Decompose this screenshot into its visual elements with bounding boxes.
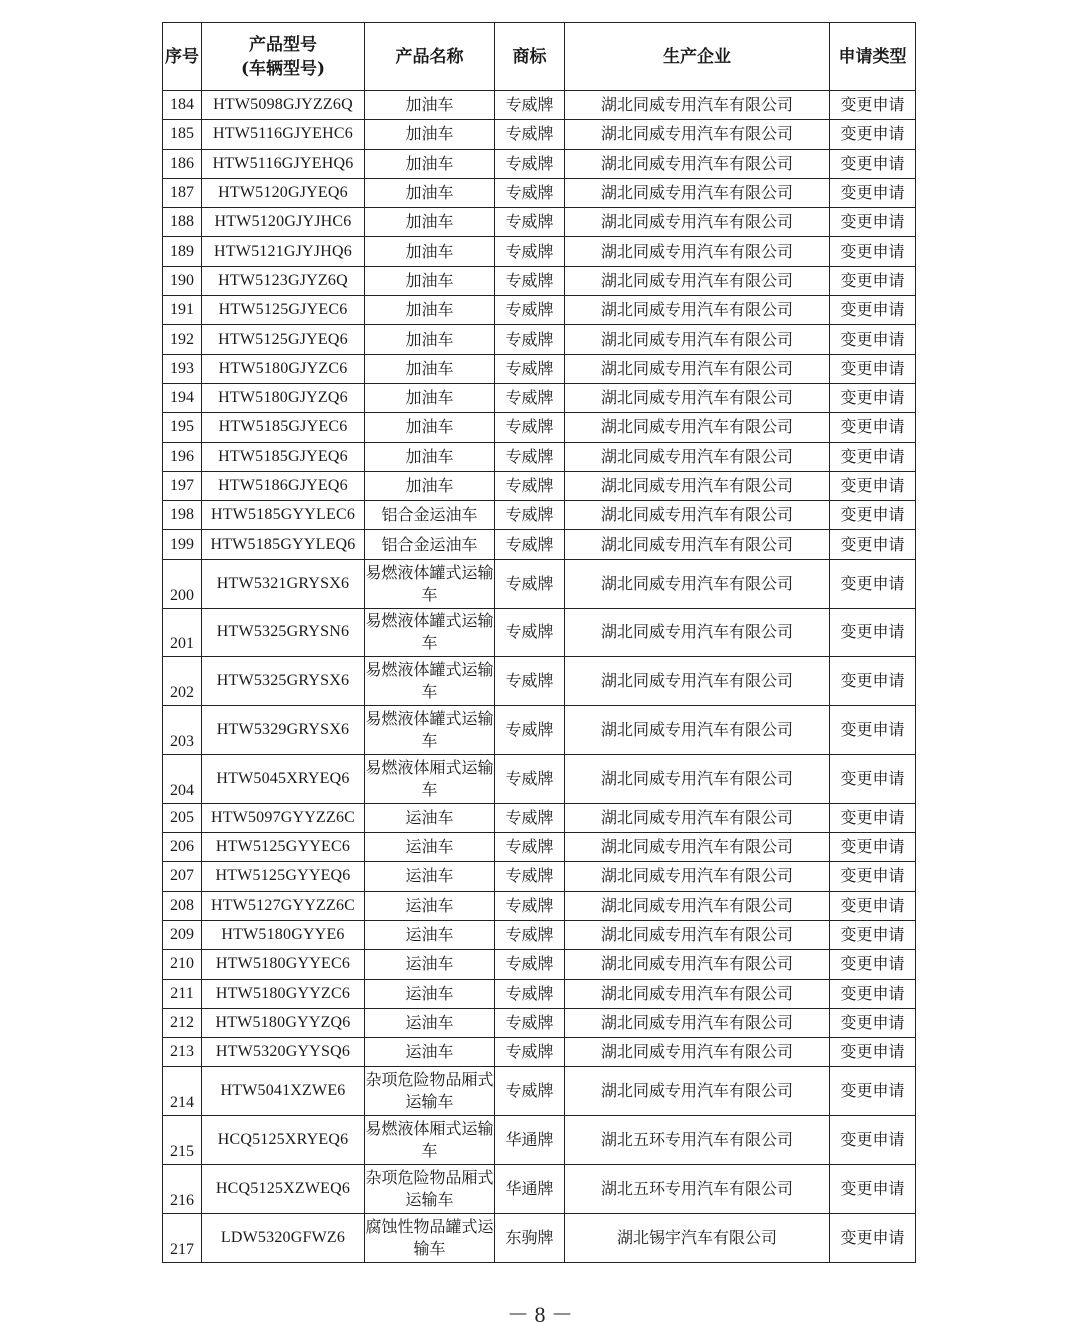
- header-model: [202, 23, 365, 91]
- row-product-name: 加油车: [365, 354, 495, 383]
- row-maker: 湖北同威专用汽车有限公司: [565, 149, 830, 178]
- row-brand: 华通牌: [495, 1116, 565, 1165]
- row-product-name: 加油车: [365, 383, 495, 412]
- row-index: 199: [163, 530, 202, 559]
- row-product-name: 运油车: [365, 920, 495, 949]
- row-maker: 湖北同威专用汽车有限公司: [565, 325, 830, 354]
- row-type: 变更申请: [830, 178, 916, 207]
- row-index: 187: [163, 178, 202, 207]
- row-maker: 湖北同威专用汽车有限公司: [565, 803, 830, 832]
- table-row: [163, 891, 916, 920]
- row-brand: 专威牌: [495, 120, 565, 149]
- row-maker: 湖北同威专用汽车有限公司: [565, 530, 830, 559]
- row-index: 202: [163, 657, 202, 706]
- row-maker: 湖北同威专用汽车有限公司: [565, 178, 830, 207]
- row-model: HTW5041XZWE6: [202, 1067, 365, 1116]
- table-row: [163, 325, 916, 354]
- row-type: 变更申请: [830, 1008, 916, 1037]
- row-product-name: 易燃液体厢式运输车: [365, 1116, 495, 1165]
- header-brand: 商标: [495, 23, 565, 91]
- row-model: HTW5097GYYZZ6C: [202, 803, 365, 832]
- row-index: 203: [163, 706, 202, 755]
- row-product-name: 运油车: [365, 862, 495, 891]
- row-type: 变更申请: [830, 120, 916, 149]
- row-product-name: 运油车: [365, 950, 495, 979]
- row-index: 206: [163, 833, 202, 862]
- row-brand: 专威牌: [495, 1038, 565, 1067]
- row-maker: 湖北同威专用汽车有限公司: [565, 501, 830, 530]
- row-maker: 湖北同威专用汽车有限公司: [565, 862, 830, 891]
- row-model: HTW5329GRYSX6: [202, 706, 365, 755]
- row-type: 变更申请: [830, 237, 916, 266]
- row-brand: 专威牌: [495, 1067, 565, 1116]
- row-model: HTW5325GRYSN6: [202, 608, 365, 657]
- row-product-name: 加油车: [365, 471, 495, 500]
- row-product-name: 加油车: [365, 208, 495, 237]
- row-index: 205: [163, 803, 202, 832]
- row-type: 变更申请: [830, 325, 916, 354]
- row-maker: 湖北同威专用汽车有限公司: [565, 383, 830, 412]
- table-row: [163, 354, 916, 383]
- row-type: 变更申请: [830, 471, 916, 500]
- row-type: 变更申请: [830, 208, 916, 237]
- table-row: [163, 833, 916, 862]
- header-row: [163, 23, 916, 91]
- row-brand: 专威牌: [495, 413, 565, 442]
- row-product-name: 铝合金运油车: [365, 501, 495, 530]
- table-row: [163, 754, 916, 803]
- row-maker: 湖北同威专用汽车有限公司: [565, 754, 830, 803]
- table-row: [163, 442, 916, 471]
- row-index: 208: [163, 891, 202, 920]
- row-model: HTW5180GYYE6: [202, 920, 365, 949]
- row-model: HTW5186GJYEQ6: [202, 471, 365, 500]
- row-model: HTW5320GYYSQ6: [202, 1038, 365, 1067]
- row-model: HTW5125GJYEC6: [202, 296, 365, 325]
- row-product-name: 运油车: [365, 1038, 495, 1067]
- row-index: 212: [163, 1008, 202, 1037]
- row-brand: 专威牌: [495, 208, 565, 237]
- row-type: 变更申请: [830, 530, 916, 559]
- row-type: 变更申请: [830, 950, 916, 979]
- row-maker: 湖北五环专用汽车有限公司: [565, 1116, 830, 1165]
- row-model: HTW5125GYYEQ6: [202, 862, 365, 891]
- row-brand: 专威牌: [495, 657, 565, 706]
- row-product-name: 加油车: [365, 296, 495, 325]
- row-type: 变更申请: [830, 706, 916, 755]
- row-type: 变更申请: [830, 501, 916, 530]
- table-row: [163, 237, 916, 266]
- row-index: 192: [163, 325, 202, 354]
- table-row: [163, 862, 916, 891]
- row-product-name: 易燃液体罐式运输车: [365, 559, 495, 608]
- row-brand: 专威牌: [495, 706, 565, 755]
- row-model: HTW5325GRYSX6: [202, 657, 365, 706]
- row-index: 214: [163, 1067, 202, 1116]
- row-product-name: 加油车: [365, 149, 495, 178]
- row-maker: 湖北同威专用汽车有限公司: [565, 1067, 830, 1116]
- row-model: HTW5121GJYJHQ6: [202, 237, 365, 266]
- row-model: HTW5125GYYEC6: [202, 833, 365, 862]
- row-index: 188: [163, 208, 202, 237]
- row-type: 变更申请: [830, 1213, 916, 1262]
- row-maker: 湖北同威专用汽车有限公司: [565, 296, 830, 325]
- row-maker: 湖北同威专用汽车有限公司: [565, 120, 830, 149]
- row-model: HTW5321GRYSX6: [202, 559, 365, 608]
- table-body: [163, 91, 916, 1263]
- row-product-name: 加油车: [365, 91, 495, 120]
- row-maker: 湖北同威专用汽车有限公司: [565, 833, 830, 862]
- row-model: HTW5120GJYJHC6: [202, 208, 365, 237]
- table-row: [163, 471, 916, 500]
- row-type: 变更申请: [830, 383, 916, 412]
- row-index: 191: [163, 296, 202, 325]
- row-model: HTW5120GJYEQ6: [202, 178, 365, 207]
- row-model: HTW5180GJYZQ6: [202, 383, 365, 412]
- row-maker: 湖北五环专用汽车有限公司: [565, 1165, 830, 1214]
- row-maker: 湖北锡宇汽车有限公司: [565, 1213, 830, 1262]
- row-product-name: 加油车: [365, 442, 495, 471]
- row-brand: 专威牌: [495, 237, 565, 266]
- row-brand: 专威牌: [495, 149, 565, 178]
- row-product-name: 易燃液体罐式运输车: [365, 608, 495, 657]
- row-brand: 专威牌: [495, 950, 565, 979]
- row-index: 186: [163, 149, 202, 178]
- row-type: 变更申请: [830, 296, 916, 325]
- row-model: HTW5123GJYZ6Q: [202, 266, 365, 295]
- row-product-name: 腐蚀性物品罐式运输车: [365, 1213, 495, 1262]
- row-maker: 湖北同威专用汽车有限公司: [565, 442, 830, 471]
- row-model: HCQ5125XZWEQ6: [202, 1165, 365, 1214]
- row-model: HTW5127GYYZZ6C: [202, 891, 365, 920]
- row-index: 194: [163, 383, 202, 412]
- product-table: [162, 22, 916, 1263]
- row-index: 198: [163, 501, 202, 530]
- row-type: 变更申请: [830, 413, 916, 442]
- row-model: HCQ5125XRYEQ6: [202, 1116, 365, 1165]
- row-index: 189: [163, 237, 202, 266]
- row-brand: 专威牌: [495, 979, 565, 1008]
- row-type: 变更申请: [830, 608, 916, 657]
- header-index: 序号: [163, 23, 202, 91]
- row-type: 变更申请: [830, 1116, 916, 1165]
- row-maker: 湖北同威专用汽车有限公司: [565, 920, 830, 949]
- table-row: [163, 1116, 916, 1165]
- row-maker: 湖北同威专用汽车有限公司: [565, 354, 830, 383]
- page-number: － 8 －: [506, 1302, 573, 1327]
- table-row: [163, 208, 916, 237]
- table-row: [163, 149, 916, 178]
- row-brand: 专威牌: [495, 803, 565, 832]
- row-brand: 华通牌: [495, 1165, 565, 1214]
- row-type: 变更申请: [830, 1165, 916, 1214]
- row-index: 213: [163, 1038, 202, 1067]
- row-brand: 专威牌: [495, 833, 565, 862]
- row-model: HTW5180GYYZQ6: [202, 1008, 365, 1037]
- table-row: [163, 950, 916, 979]
- row-type: 变更申请: [830, 266, 916, 295]
- row-maker: 湖北同威专用汽车有限公司: [565, 657, 830, 706]
- row-model: HTW5180GJYZC6: [202, 354, 365, 383]
- row-type: 变更申请: [830, 803, 916, 832]
- table-row: [163, 657, 916, 706]
- row-model: HTW5185GYYLEQ6: [202, 530, 365, 559]
- row-maker: 湖北同威专用汽车有限公司: [565, 413, 830, 442]
- table-row: [163, 1165, 916, 1214]
- row-maker: 湖北同威专用汽车有限公司: [565, 208, 830, 237]
- row-maker: 湖北同威专用汽车有限公司: [565, 266, 830, 295]
- row-maker: 湖北同威专用汽车有限公司: [565, 471, 830, 500]
- table-row: [163, 608, 916, 657]
- table-row: [163, 530, 916, 559]
- row-brand: 专威牌: [495, 471, 565, 500]
- row-model: HTW5116GJYEHQ6: [202, 149, 365, 178]
- row-model: HTW5116GJYEHC6: [202, 120, 365, 149]
- row-brand: 专威牌: [495, 862, 565, 891]
- row-model: HTW5185GJYEQ6: [202, 442, 365, 471]
- row-brand: 专威牌: [495, 920, 565, 949]
- row-brand: 专威牌: [495, 754, 565, 803]
- table-row: [163, 1008, 916, 1037]
- row-brand: 专威牌: [495, 559, 565, 608]
- row-index: 185: [163, 120, 202, 149]
- row-maker: 湖北同威专用汽车有限公司: [565, 608, 830, 657]
- row-product-name: 加油车: [365, 120, 495, 149]
- row-brand: 专威牌: [495, 530, 565, 559]
- row-index: 210: [163, 950, 202, 979]
- row-index: 193: [163, 354, 202, 383]
- row-type: 变更申请: [830, 1067, 916, 1116]
- row-maker: 湖北同威专用汽车有限公司: [565, 237, 830, 266]
- row-brand: 专威牌: [495, 608, 565, 657]
- row-brand: 专威牌: [495, 442, 565, 471]
- row-type: 变更申请: [830, 833, 916, 862]
- table-row: [163, 91, 916, 120]
- row-index: 196: [163, 442, 202, 471]
- row-index: 195: [163, 413, 202, 442]
- row-type: 变更申请: [830, 442, 916, 471]
- row-index: 217: [163, 1213, 202, 1262]
- row-product-name: 运油车: [365, 891, 495, 920]
- header-type: 申请类型: [830, 23, 916, 91]
- row-model: LDW5320GFWZ6: [202, 1213, 365, 1262]
- row-product-name: 杂项危险物品厢式运输车: [365, 1165, 495, 1214]
- row-product-name: 运油车: [365, 833, 495, 862]
- row-product-name: 运油车: [365, 1008, 495, 1037]
- table-row: [163, 920, 916, 949]
- row-index: 197: [163, 471, 202, 500]
- row-index: 211: [163, 979, 202, 1008]
- row-product-name: 运油车: [365, 803, 495, 832]
- row-maker: 湖北同威专用汽车有限公司: [565, 891, 830, 920]
- row-product-name: 加油车: [365, 413, 495, 442]
- row-index: 215: [163, 1116, 202, 1165]
- row-product-name: 易燃液体罐式运输车: [365, 706, 495, 755]
- row-brand: 专威牌: [495, 891, 565, 920]
- row-index: 184: [163, 91, 202, 120]
- row-type: 变更申请: [830, 657, 916, 706]
- table-row: [163, 1213, 916, 1262]
- row-index: 216: [163, 1165, 202, 1214]
- table-row: [163, 413, 916, 442]
- row-model: HTW5125GJYEQ6: [202, 325, 365, 354]
- row-brand: 专威牌: [495, 325, 565, 354]
- row-model: HTW5180GYYEC6: [202, 950, 365, 979]
- row-type: 变更申请: [830, 754, 916, 803]
- row-type: 变更申请: [830, 862, 916, 891]
- table-row: [163, 1067, 916, 1116]
- row-product-name: 铝合金运油车: [365, 530, 495, 559]
- row-type: 变更申请: [830, 149, 916, 178]
- row-maker: 湖北同威专用汽车有限公司: [565, 1008, 830, 1037]
- row-maker: 湖北同威专用汽车有限公司: [565, 1038, 830, 1067]
- row-type: 变更申请: [830, 354, 916, 383]
- row-product-name: 加油车: [365, 178, 495, 207]
- table-row: [163, 803, 916, 832]
- row-model: HTW5185GYYLEC6: [202, 501, 365, 530]
- row-brand: 专威牌: [495, 354, 565, 383]
- row-index: 207: [163, 862, 202, 891]
- row-brand: 专威牌: [495, 296, 565, 325]
- row-maker: 湖北同威专用汽车有限公司: [565, 706, 830, 755]
- row-model: HTW5045XRYEQ6: [202, 754, 365, 803]
- row-brand: 专威牌: [495, 1008, 565, 1037]
- row-product-name: 加油车: [365, 237, 495, 266]
- header-name: 产品名称: [365, 23, 495, 91]
- row-index: 201: [163, 608, 202, 657]
- table-row: [163, 383, 916, 412]
- row-brand: 专威牌: [495, 266, 565, 295]
- row-index: 204: [163, 754, 202, 803]
- row-index: 209: [163, 920, 202, 949]
- row-type: 变更申请: [830, 920, 916, 949]
- row-brand: 东驹牌: [495, 1213, 565, 1262]
- row-index: 200: [163, 559, 202, 608]
- row-maker: 湖北同威专用汽车有限公司: [565, 91, 830, 120]
- header-model-label: 产品型号 (车辆型号): [240, 34, 326, 79]
- row-maker: 湖北同威专用汽车有限公司: [565, 979, 830, 1008]
- row-product-name: 加油车: [365, 266, 495, 295]
- row-type: 变更申请: [830, 559, 916, 608]
- row-maker: 湖北同威专用汽车有限公司: [565, 950, 830, 979]
- header-maker: 生产企业: [565, 23, 830, 91]
- row-type: 变更申请: [830, 979, 916, 1008]
- table-row: [163, 501, 916, 530]
- row-model: HTW5185GJYEC6: [202, 413, 365, 442]
- row-index: 190: [163, 266, 202, 295]
- row-brand: 专威牌: [495, 383, 565, 412]
- row-maker: 湖北同威专用汽车有限公司: [565, 559, 830, 608]
- table-row: [163, 120, 916, 149]
- table-row: [163, 979, 916, 1008]
- row-product-name: 杂项危险物品厢式运输车: [365, 1067, 495, 1116]
- row-type: 变更申请: [830, 891, 916, 920]
- table-row: [163, 266, 916, 295]
- row-product-name: 易燃液体罐式运输车: [365, 657, 495, 706]
- table-row: [163, 706, 916, 755]
- row-model: HTW5180GYYZC6: [202, 979, 365, 1008]
- row-brand: 专威牌: [495, 91, 565, 120]
- table-row: [163, 559, 916, 608]
- table-row: [163, 296, 916, 325]
- row-type: 变更申请: [830, 1038, 916, 1067]
- row-brand: 专威牌: [495, 501, 565, 530]
- table-row: [163, 178, 916, 207]
- row-product-name: 易燃液体厢式运输车: [365, 754, 495, 803]
- row-brand: 专威牌: [495, 178, 565, 207]
- row-model: HTW5098GJYZZ6Q: [202, 91, 365, 120]
- row-product-name: 运油车: [365, 979, 495, 1008]
- row-type: 变更申请: [830, 91, 916, 120]
- table-row: [163, 1038, 916, 1067]
- row-product-name: 加油车: [365, 325, 495, 354]
